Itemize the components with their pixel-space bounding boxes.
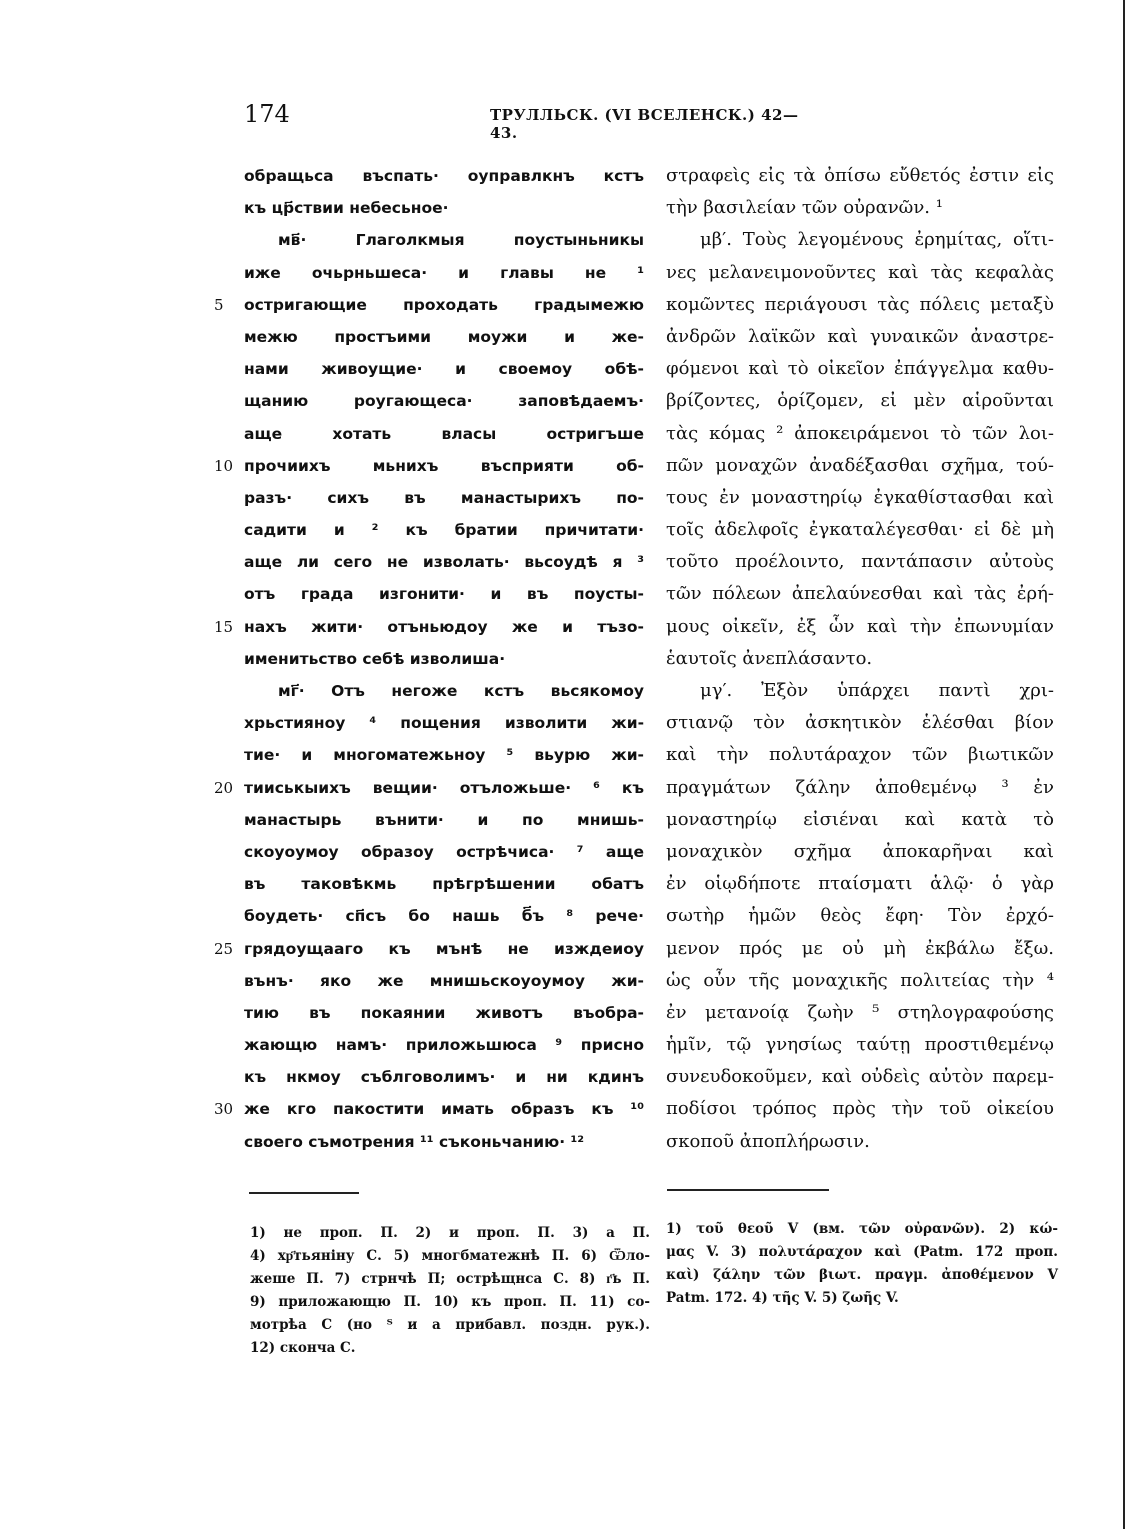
line-text: τοῖς ἀδελφοῖς ἐγκαταλέγεσθαι· εἰ δὲ μὴ (666, 519, 1054, 541)
footnotes-left (250, 1222, 650, 1360)
footnote-line: καὶ) ζάλην τῶν βιωτ. πραγμ. ἀποθέμενον V (666, 1267, 1058, 1283)
text-line (244, 321, 644, 353)
text-line (666, 450, 1054, 482)
line-text: въ таковѣкмь прѣгрѣшении обатъ (244, 875, 644, 894)
text-line (666, 482, 1054, 514)
text-line (666, 997, 1054, 1029)
footnote-line: 9) приложающю П. 10) къ проп. П. 11) со- (250, 1294, 650, 1310)
text-line (666, 868, 1054, 900)
line-text: ἐν μετανοίᾳ ζωὴν ⁵ στηλογραφούσης (666, 1001, 1054, 1023)
line-text: остригающие проходать градымежю (244, 295, 644, 314)
text-line (214, 1093, 644, 1125)
footnote-line: 1) τοῦ θεοῦ V (вм. τῶν οὐρανῶν). 2) κώ- (666, 1221, 1058, 1237)
text-line (666, 418, 1054, 450)
footnote-line: μας V. 3) πολυτάραχον καὶ (Patm. 172 проп. (666, 1244, 1058, 1260)
text-line (666, 772, 1054, 804)
text-line (666, 643, 1054, 675)
line-text: ἑαυτοῖς ἀνεπλάσαντο. (666, 647, 873, 669)
text-line (666, 321, 1054, 353)
line-text: σκοποῦ ἀποπλήρωσιν. (666, 1130, 870, 1152)
text-line (666, 514, 1054, 546)
footnote-rule-left (249, 1192, 359, 1194)
slavonic-text-column (214, 160, 644, 1158)
text-line (666, 965, 1054, 997)
text-line (244, 353, 644, 385)
text-line (666, 289, 1054, 321)
text-line (666, 1093, 1054, 1125)
text-line (214, 933, 644, 965)
footnote-rule-right (667, 1189, 829, 1191)
line-text: κομῶντες περιάγουσι τὰς πόλεις μεταξὺ (666, 293, 1054, 315)
text-line (666, 707, 1054, 739)
line-number: 20 (214, 778, 234, 797)
line-text: хрьстияноу ⁴ пощения изволити жи- (244, 714, 644, 733)
line-text: στραφεὶς εἰς τὰ ὀπίσω εὔθετός ἐστιν εἰς (666, 165, 1054, 186)
line-text: межю простъими моужи и же- (244, 327, 644, 346)
line-text: φόμενοι καὶ τὸ οἰκεῖον ἐπάγγελμα καθυ- (666, 358, 1054, 380)
text-line (244, 224, 644, 256)
line-text: νες μελανειμονοῦντες καὶ τὰς κεφαλὰς (666, 261, 1054, 283)
text-line (214, 611, 644, 643)
text-line (244, 482, 644, 514)
line-text: ἀνδρῶν λαϊκῶν καὶ γυναικῶν ἀναστρε- (666, 325, 1054, 347)
running-title: ТРУЛЛЬСК. (VI ВСЕЛЕНСК.) 42—43. (490, 106, 799, 142)
line-text: отъ града изгонити· и въ поусты- (244, 585, 644, 604)
line-text: садити и ² къ братии причитати· (244, 521, 644, 540)
text-line (666, 836, 1054, 868)
line-text: σωτὴρ ἡμῶν θεὸς ἔφη· Τὸν ἐρχό- (666, 905, 1054, 927)
text-line (244, 1061, 644, 1093)
text-line (666, 385, 1054, 417)
line-text: боудеть· сп҃съ бо нашь б҃ъ ⁸ рече· (244, 907, 644, 926)
footnotes-right (666, 1218, 1058, 1310)
line-text: μοναστηρίῳ εἰσιέναι καὶ κατὰ τὸ (666, 808, 1054, 830)
line-text: πῶν μοναχῶν ἀναδέξασθαι σχῆμα, τού- (666, 454, 1054, 476)
text-line (666, 611, 1054, 643)
text-line (244, 385, 644, 417)
page-edge-line (1123, 0, 1125, 1529)
text-line (666, 224, 1054, 256)
line-text: мв҃· Глаголкмыя поустыньникы (278, 231, 644, 250)
text-line (666, 675, 1054, 707)
text-line (244, 643, 644, 675)
text-line (666, 160, 1054, 192)
line-text: аще хотать власы остригъше (244, 424, 644, 443)
line-text: нахъ жити· отъньюдоу же и тъзо- (244, 617, 644, 636)
line-text: μγ′. Ἐξὸν ὑπάρχει παντὶ χρι- (700, 680, 1054, 701)
text-line (666, 1126, 1054, 1158)
text-line (244, 868, 644, 900)
text-line (666, 578, 1054, 610)
text-line (666, 192, 1054, 224)
line-text: μους οἰκεῖν, ἐξ ὧν καὶ τὴν ἐπωνυμίαν (666, 615, 1054, 637)
line-text: ὡς οὖν τῆς μοναχικῆς πολιτείας τὴν ⁴ (666, 969, 1054, 991)
line-text: μοναχικὸν σχῆμα ἀποκαρῆναι καὶ (666, 840, 1054, 862)
text-line (244, 1029, 644, 1061)
line-text: τους ἐν μοναστηρίῳ ἐγκαθίστασθαι καὶ (666, 486, 1054, 508)
footnote-line: Patm. 172. 4) τῆς V. 5) ζωῆς V. (666, 1290, 899, 1306)
line-text: τῶν πόλεων ἀπελαύνεσθαι καὶ τὰς ἐρή- (666, 583, 1054, 605)
line-number: 25 (214, 939, 234, 958)
line-text: στιανῷ τὸν ἀσκητικὸν ἑλέσθαι βίον (666, 712, 1054, 734)
line-text: ἐν οἱῳδήποτε πταίσματι ἁλῷ· ὁ γὰρ (666, 873, 1054, 895)
line-text: тие· и многоматежьноу ⁵ вьурю жи- (244, 746, 644, 765)
line-text: именитьство себѣ изволиша· (244, 649, 506, 668)
greek-text-column (666, 160, 1054, 1158)
line-text: μενον πρός με οὐ μὴ ἐκβάλω ἔξω. (666, 937, 1054, 959)
text-line (666, 804, 1054, 836)
line-text: βρίζοντες, ὁρίζομεν, εἰ μὲν αἱροῦνται (666, 390, 1054, 412)
text-line (244, 675, 644, 707)
text-line (214, 450, 644, 482)
line-text: τὴν βασιλείαν τῶν οὐρανῶν. ¹ (666, 197, 943, 219)
line-text: щанию роугающеса· заповѣдаемъ· (244, 392, 644, 411)
text-line (214, 772, 644, 804)
line-number: 15 (214, 617, 234, 636)
line-text: τοῦτο προέλοιντο, παντάπασιν αὐτοὺς (666, 551, 1054, 573)
text-line (666, 900, 1054, 932)
text-line (244, 418, 644, 450)
line-text: своего съмотрения ¹¹ съконьчанию· ¹² (244, 1132, 585, 1151)
line-text: къ нкмоу съблговолимъ· и ни кдинъ (244, 1068, 644, 1087)
line-text: прочиихъ мьнихъ въсприяти об- (244, 456, 644, 475)
footnote-line: 12) сконча С. (250, 1340, 356, 1356)
text-line (244, 1126, 644, 1158)
line-text: къ цр҃ствии небесьное· (244, 199, 449, 218)
text-line (244, 257, 644, 289)
line-text: разъ· сихъ въ манастырихъ по- (244, 488, 644, 507)
text-line (666, 546, 1054, 578)
text-line (666, 257, 1054, 289)
footnote-line: 4) хр҃тьяніну С. 5) многбматежнѣ П. 6) Ѿло- (250, 1248, 650, 1264)
line-number: 10 (214, 456, 234, 475)
page-header (244, 100, 804, 142)
line-text: вънъ· яко же мнишьскоуоумоу жи- (244, 971, 644, 990)
line-text: μβ′. Τοὺς λεγομένους ἐρημίτας, οἵτι- (700, 229, 1054, 251)
line-text: аще ли сего не изволать· вьсоудѣ я ³ (244, 553, 644, 572)
text-line (244, 804, 644, 836)
line-text: ἡμῖν, τῷ γνησίως ταύτῃ προστιθεμένῳ (666, 1034, 1054, 1056)
line-text: манастырь вънити· и по мнишь- (244, 810, 644, 829)
text-line (214, 289, 644, 321)
text-line (244, 997, 644, 1029)
text-line (244, 160, 644, 192)
line-text: ποδίσοι τρόπος πρὸς τὴν τοῦ οἰκείου (666, 1098, 1054, 1120)
footnote-line: жеше П. 7) стрнчѣ П; острѣщнса С. 8) г҃ь П. (250, 1271, 650, 1287)
text-line (244, 965, 644, 997)
footnote-line: 1) не проп. П. 2) и проп. П. 3) а П. (250, 1225, 650, 1241)
text-line (244, 836, 644, 868)
text-line (244, 707, 644, 739)
line-text: συνευδοκοῦμεν, καὶ οὐδεὶς αὐτὸν παρεμ- (666, 1066, 1054, 1088)
text-line (666, 933, 1054, 965)
text-line (666, 1029, 1054, 1061)
line-text: жающю намъ· приложьшюса ⁹ присно (244, 1036, 644, 1055)
page-number: 174 (244, 100, 290, 128)
line-text: скоуоумоу образоу острѣчиса· ⁷ аще (244, 842, 644, 861)
line-text: καὶ τὴν πολυτάραχον τῶν βιωτικῶν (666, 744, 1054, 766)
text-line (244, 739, 644, 771)
footnote-line: мотрѣа С (но ᵀ и а прибавл. поздн. рук.). (250, 1317, 650, 1333)
line-text: обращьса въспать· оуправлкнъ кстъ (244, 167, 644, 185)
text-line (666, 1061, 1054, 1093)
text-line (666, 353, 1054, 385)
text-line (244, 546, 644, 578)
line-number: 5 (214, 295, 224, 314)
line-text: мг҃· Отъ негоже кстъ вьсякомоу (278, 682, 644, 700)
line-text: τὰς κόμας ² ἀποκειράμενοι τὸ τῶν λοι- (666, 422, 1054, 444)
line-text: же кго пакостити имать образъ къ ¹⁰ (244, 1100, 644, 1119)
text-line (666, 739, 1054, 771)
text-line (244, 192, 644, 224)
line-text: грядоущааго къ мънѣ не изждеиоу (244, 939, 644, 958)
line-text: тииськыихъ вещии· отъложьше· ⁶ къ (244, 778, 644, 797)
line-text: πραγμάτων ζάλην ἀποθεμένῳ ³ ἐν (666, 776, 1054, 798)
text-line (244, 578, 644, 610)
line-text: нами живоущие· и своемоу обѣ- (244, 360, 644, 379)
line-text: тию въ покаянии животъ въобра- (244, 1003, 644, 1022)
line-text: иже очьрньшеса· и главы не ¹ (244, 263, 644, 282)
text-line (244, 514, 644, 546)
text-line (244, 900, 644, 932)
line-number: 30 (214, 1100, 234, 1119)
